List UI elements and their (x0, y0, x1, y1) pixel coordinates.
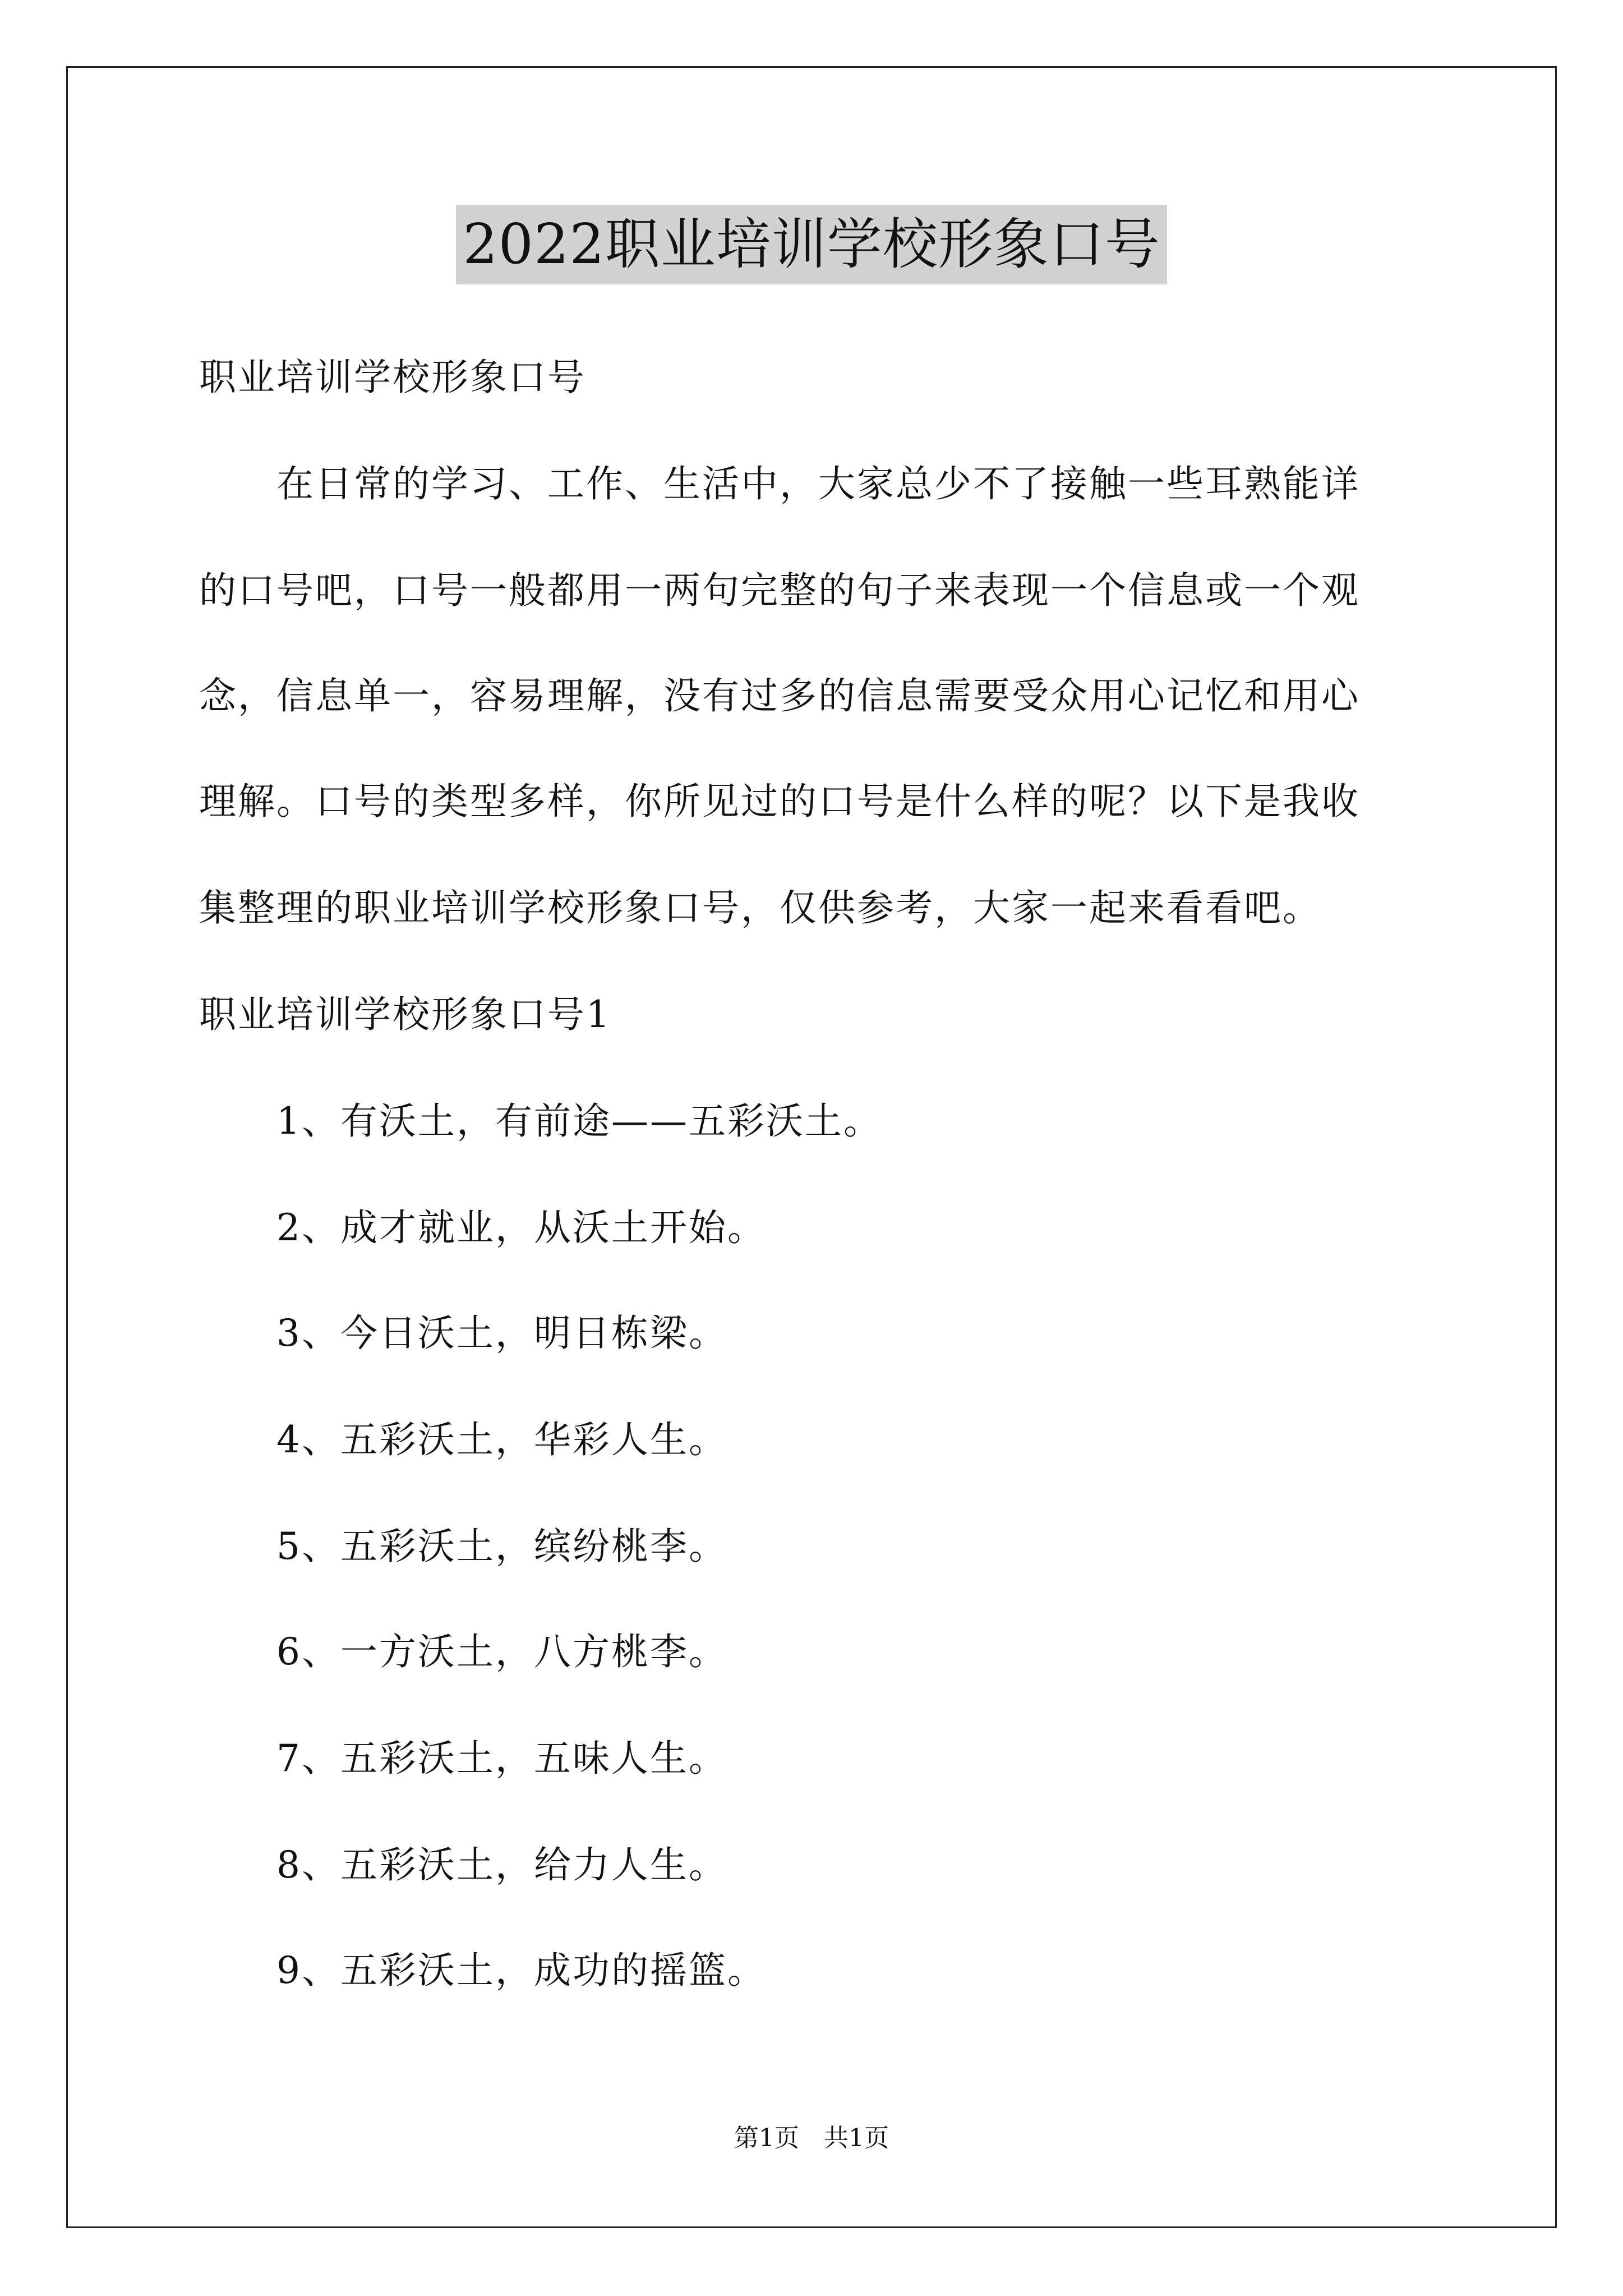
slogan-item: 3、今日沃土，明日栋梁。 (276, 1312, 727, 1355)
slogan-item: 9、五彩沃土，成功的摇篮。 (276, 1949, 766, 1992)
intro-line-4: 理解。口号的类型多样，你所见过的口号是什么样的呢？以下是我收 (199, 780, 1360, 823)
slogan-item: 7、五彩沃土，五味人生。 (276, 1737, 727, 1780)
title-container (0, 205, 1623, 284)
slogan-item: 1、有沃土，有前途——五彩沃土。 (276, 1099, 882, 1143)
section-heading: 职业培训学校形象口号1 (199, 993, 611, 1036)
intro-line-5: 集整理的职业培训学校形象口号，仅供参考，大家一起来看看吧。 (199, 886, 1321, 930)
document-title: 2022职业培训学校形象口号 (456, 205, 1166, 284)
slogan-item: 2、成才就业，从沃土开始。 (276, 1206, 766, 1249)
slogan-item: 5、五彩沃土，缤纷桃李。 (276, 1525, 727, 1568)
slogan-item: 4、五彩沃土，华彩人生。 (276, 1418, 727, 1461)
slogan-item: 8、五彩沃土，给力人生。 (276, 1843, 727, 1887)
slogan-item: 6、一方沃土，八方桃李。 (276, 1630, 727, 1673)
intro-line-1: 在日常的学习、工作、生活中，大家总少不了接触一些耳熟能详 (276, 462, 1360, 505)
subtitle: 职业培训学校形象口号 (199, 356, 586, 399)
intro-line-2: 的口号吧，口号一般都用一两句完整的句子来表现一个信息或一个观 (199, 569, 1360, 612)
intro-line-3: 念，信息单一，容易理解，没有过多的信息需要受众用心记忆和用心 (199, 674, 1360, 717)
page-footer: 第1页 共1页 (734, 2124, 889, 2152)
